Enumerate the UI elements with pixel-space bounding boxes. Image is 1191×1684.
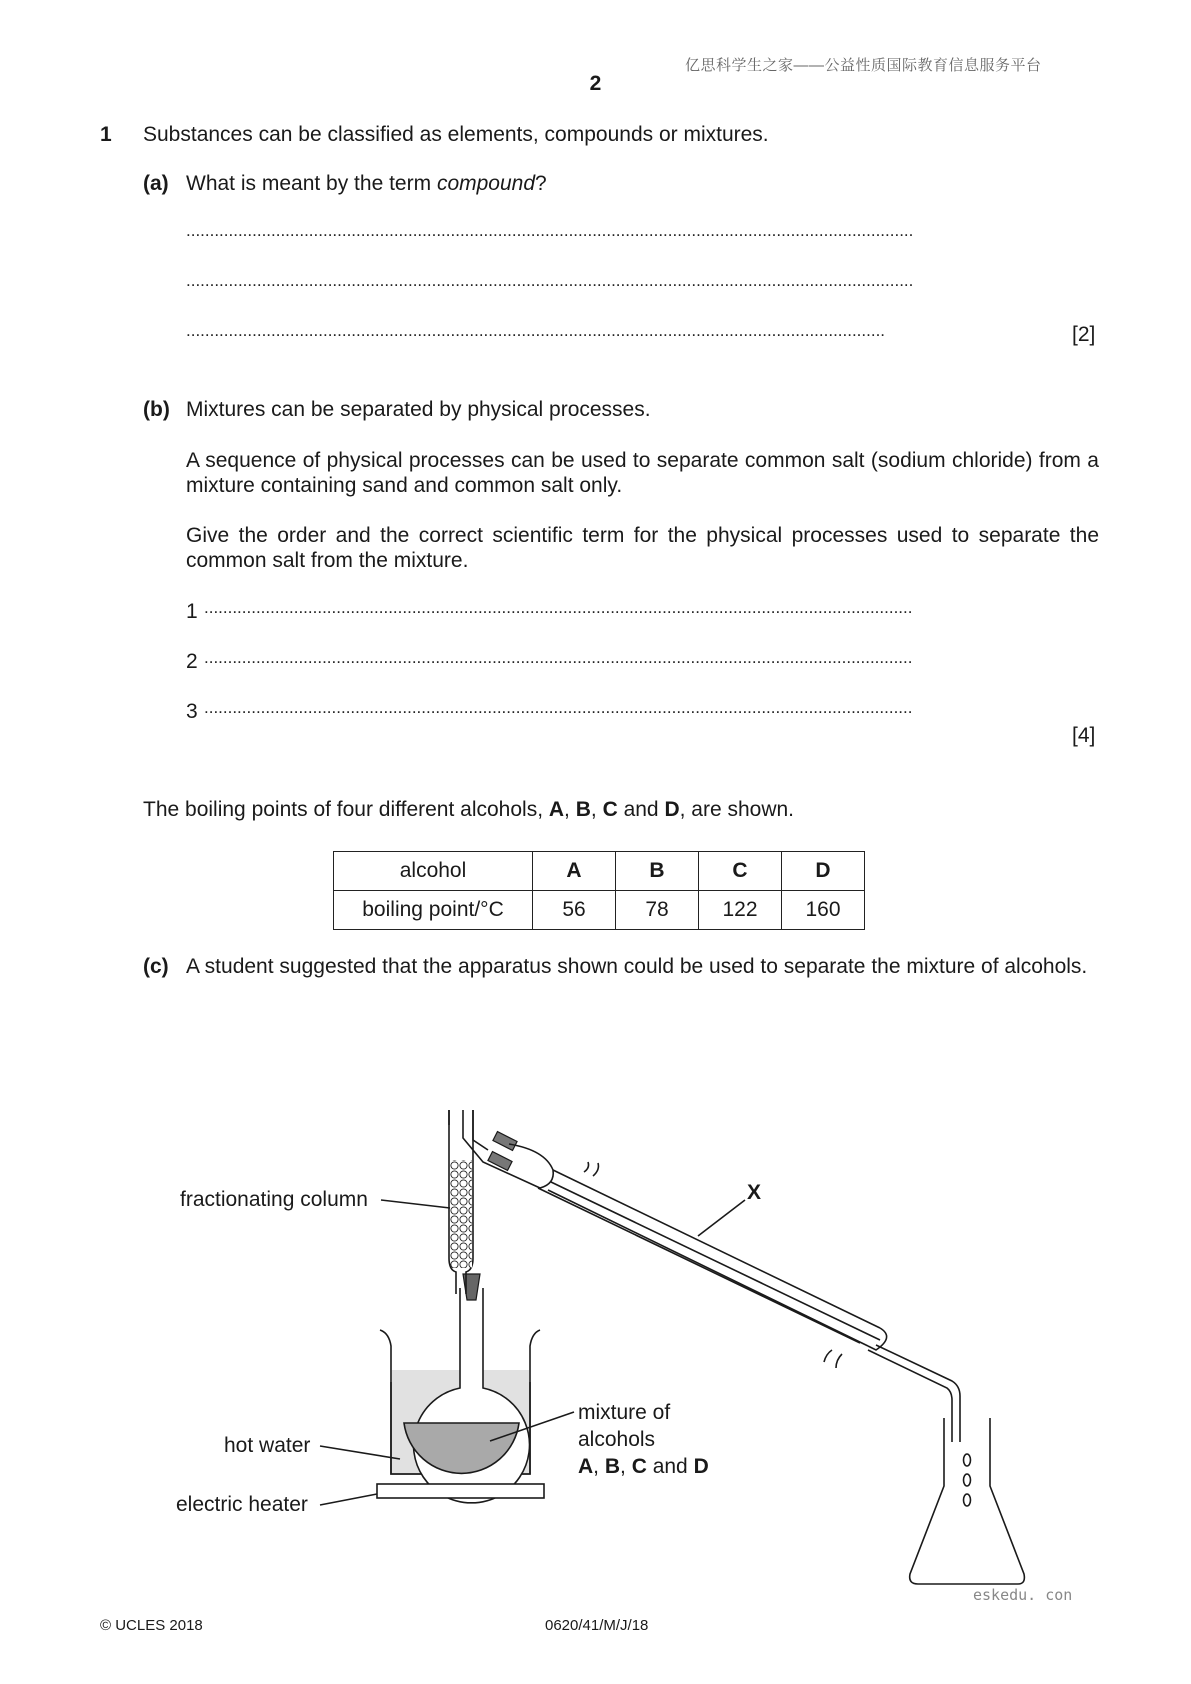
part-c-label: (c) xyxy=(143,955,169,978)
mixture-a: A xyxy=(578,1455,594,1478)
part-b-label: (b) xyxy=(143,398,170,421)
leader-hot-water xyxy=(320,1446,400,1459)
footer-paper-code: 0620/41/M/J/18 xyxy=(545,1617,649,1634)
sep: , xyxy=(590,798,603,821)
question-stem: Substances can be classified as elements, compounds or mixtures. xyxy=(143,123,769,146)
part-a-marks: [2] xyxy=(1072,323,1096,346)
part-b-intro: Mixtures can be separated by physical processes. xyxy=(186,398,651,421)
mixture-d: D xyxy=(693,1455,709,1478)
mixture-b: B xyxy=(604,1455,621,1478)
drop xyxy=(964,1494,971,1506)
part-c-text: A student suggested that the apparatus shown could be used to separate the mixture of alcohols. xyxy=(186,955,1088,978)
table-cell-b: 78 xyxy=(616,891,699,930)
answer-line-b2[interactable]: ...................................................................................................................................................... xyxy=(204,648,913,667)
alcohol-b: B xyxy=(575,798,591,821)
conical-flask xyxy=(910,1418,1025,1584)
table-header-alcohol: alcohol xyxy=(334,852,533,891)
alcohol-c: C xyxy=(602,798,618,821)
footer-copyright: © UCLES 2018 xyxy=(100,1617,203,1634)
label-mixture-line3 xyxy=(578,1454,709,1479)
answer-line-b3[interactable]: ...................................................................................................................................................... xyxy=(204,698,913,717)
sep: , xyxy=(564,798,576,821)
page-number: 2 xyxy=(589,72,602,95)
answer-line-b1-number: 1 xyxy=(186,600,198,623)
boiling-intro-text: The boiling points of four different alcohols, xyxy=(143,798,549,821)
answer-line-b3-number: 3 xyxy=(186,700,198,723)
alcohol-d: D xyxy=(664,798,680,821)
leader-fractionating-column xyxy=(381,1200,450,1208)
label-electric-heater: electric heater xyxy=(176,1493,308,1516)
answer-line-a2[interactable]: .......................................................................................................................................................... xyxy=(186,271,914,290)
answer-line-a1[interactable]: .......................................................................................................................................................... xyxy=(186,221,914,240)
mixture-c: C xyxy=(631,1455,647,1478)
question-number: 1 xyxy=(100,123,112,146)
answer-line-b2-number: 2 xyxy=(186,650,198,673)
leader-x xyxy=(698,1200,745,1236)
table-cell-d: 160 xyxy=(782,891,865,930)
drop xyxy=(964,1474,971,1486)
table-header-c: C xyxy=(699,852,782,891)
sep: , xyxy=(620,1455,632,1478)
boiling-intro-end: , are shown. xyxy=(679,798,795,821)
header-watermark: 亿思科学生之家——公益性质国际教育信息服务平台 xyxy=(685,57,1042,74)
and-word: and xyxy=(617,798,665,821)
footer-watermark: eskedu. con xyxy=(973,1586,1073,1604)
part-b-marks: [4] xyxy=(1072,724,1096,747)
table-cell-c: 122 xyxy=(699,891,782,930)
label-fractionating-column: fractionating column xyxy=(180,1188,368,1211)
and-word: and xyxy=(646,1455,694,1478)
label-mixture-line1: mixture of xyxy=(578,1401,671,1424)
leader-electric-heater xyxy=(320,1494,377,1505)
sep: , xyxy=(593,1455,605,1478)
part-b-para2: Give the order and the correct scientific term for the physical processes used to separate the common salt from the mixture. xyxy=(186,524,1099,572)
label-x: X xyxy=(747,1181,762,1204)
alcohol-a: A xyxy=(548,798,565,821)
part-a-text-end: ? xyxy=(535,172,547,195)
table-row-label: boiling point/°C xyxy=(334,891,533,930)
label-mixture-line2: alcohols xyxy=(578,1428,656,1451)
table-header-d: D xyxy=(782,852,865,891)
answer-line-a3[interactable]: .................................................................................................................................................... xyxy=(186,321,886,340)
label-hot-water: hot water xyxy=(224,1434,311,1457)
part-b-para1: A sequence of physical processes can be used to separate common salt (sodium chloride) from a mixture containing sand and common salt only. xyxy=(186,449,1099,497)
answer-line-b1[interactable]: ...................................................................................................................................................... xyxy=(204,598,913,617)
table-header-b: B xyxy=(616,852,699,891)
part-a-text: What is meant by the term xyxy=(186,172,437,195)
part-a-term: compound xyxy=(436,172,536,195)
electric-heater xyxy=(377,1484,544,1498)
table-header-a: A xyxy=(533,852,616,891)
part-a-label: (a) xyxy=(143,172,169,195)
table-cell-a: 56 xyxy=(533,891,616,930)
drop xyxy=(964,1454,971,1466)
